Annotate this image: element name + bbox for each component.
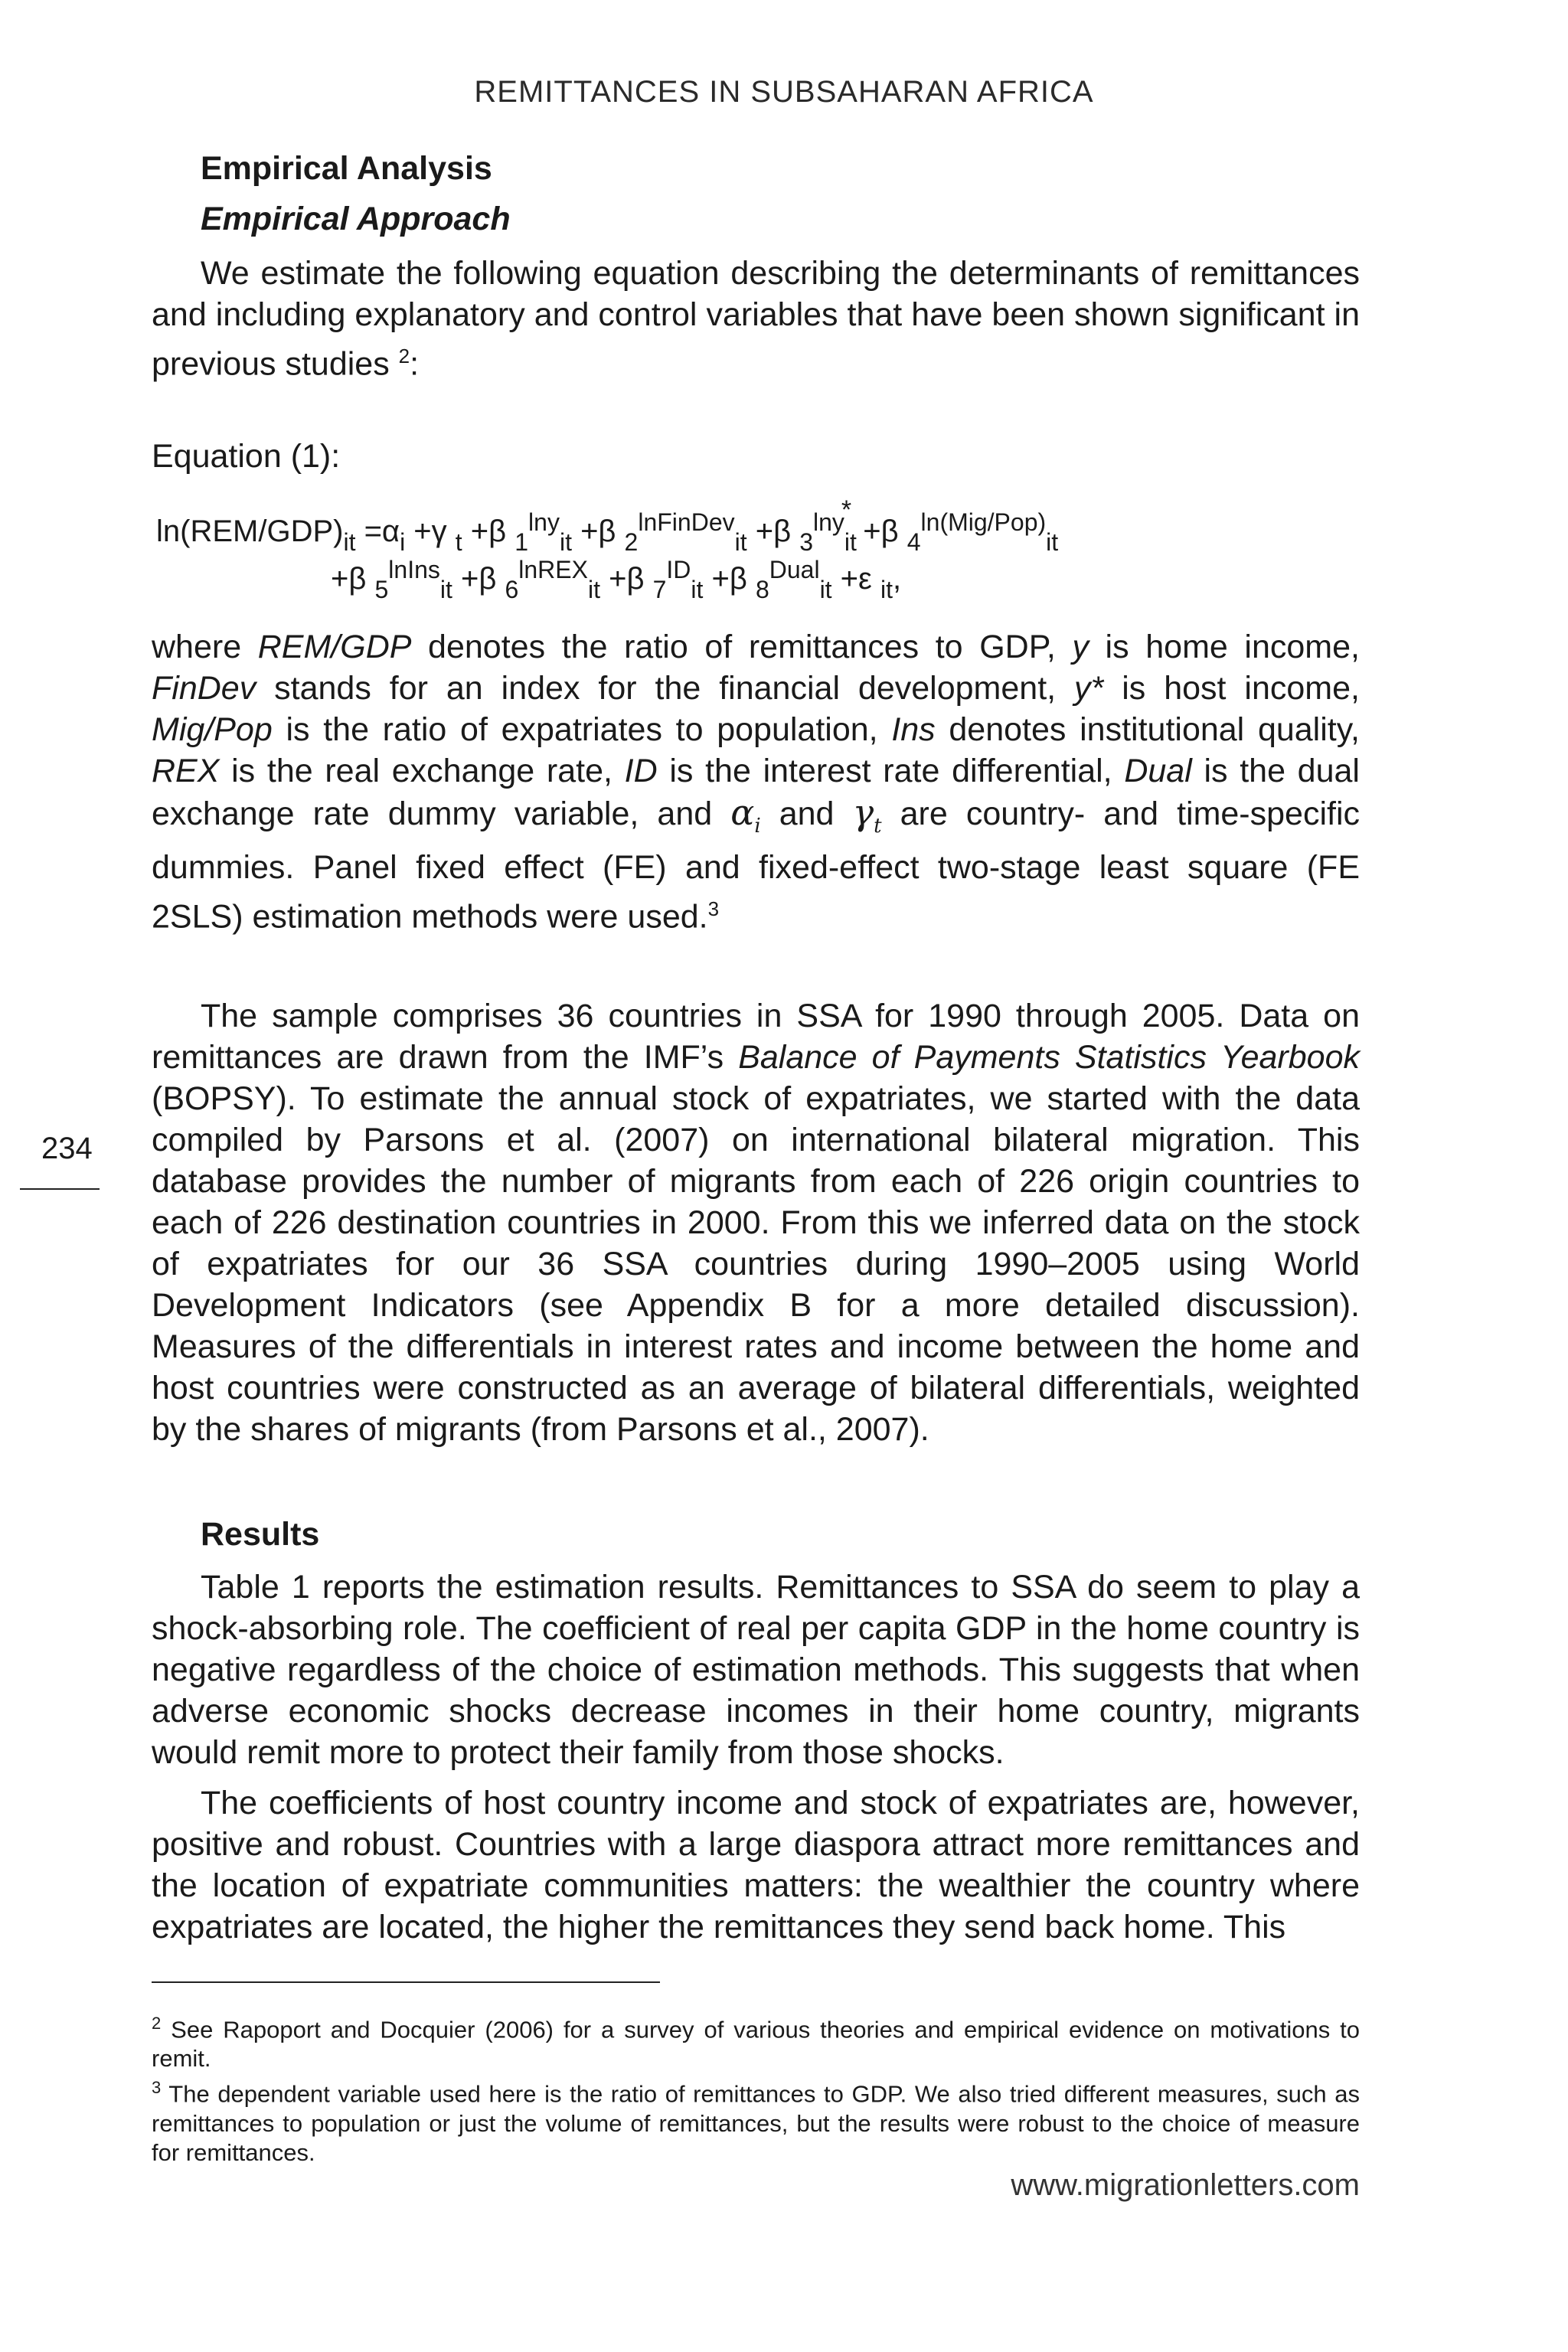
equation-line-1: $\ln(REM/GDP)_{it} =\alpha_i +\gamma$ $_t$ +β $_1^{lny}_{it}$ +β $_2^{lnFinDev}_{it}$ +β $_3^{lny}_{it}$* +β $_4^{ln(Mig/Pop)}_{it}$ bbox=[156, 495, 1059, 556]
footnote-3: $^3$ The dependent variable used here is the ratio of remittances to GDP. We also tried different measures, such as remittances to population or just the volume of remittances, but the results were robust to the choice of measure for remittances. bbox=[152, 2078, 1360, 2166]
equation-label: Equation (1): bbox=[152, 438, 341, 475]
footnote-ref-3[interactable]: 3 bbox=[707, 897, 720, 921]
gamma-symbol: $\gamma_t$ bbox=[852, 792, 882, 838]
results-paragraph-1: Table 1 reports the estimation results. Remittances to SSA do seem to play a shock-absorbing role. The coefficient of real per capita GDP in the home country is negative regardless of the choice of estimation methods. This suggests that when adverse economic shocks decrease incomes in their home country, migrants would remit more to protect their family from those shocks. bbox=[152, 1569, 1360, 1771]
page-number-rule bbox=[20, 1188, 100, 1190]
footnote-2: $^2$ See Rapoport and Docquier (2006) for a survey of various theories and empirical evidence on motivations to remit. bbox=[152, 2014, 1360, 2073]
footnote-separator bbox=[152, 1981, 660, 1983]
results-heading: Results bbox=[201, 1516, 320, 1553]
footer-url[interactable]: www.migrationletters.com bbox=[1011, 2168, 1360, 2202]
results-paragraph-2: The coefficients of host country income and stock of expatriates are, however, positive and robust. Countries with a large diaspora attract more remittances and the location of expatriate communities matters: the wealthier the country where expatriates are located, the higher the remittances they send back home. This bbox=[152, 1785, 1360, 1945]
host-income-star: * bbox=[841, 495, 852, 524]
alpha-symbol: $\alpha_i$ bbox=[730, 792, 761, 838]
intro-paragraph: We estimate the following equation describing the determinants of remittances and including explanatory and control variables that have been shown significant in previous studies $^2$: bbox=[152, 255, 1360, 383]
equation-line-2: +β $_5^{lnIns}_{it}$ +β $_6^{lnREX}_{it}$ +β $_7^{ID}_{it}$ +β $_8^{Dual}_{it}$ +ε $_{it}$, bbox=[331, 556, 902, 603]
page-number: 234 bbox=[41, 1132, 93, 1165]
subsection-heading: Empirical Approach bbox=[201, 201, 511, 237]
results-body bbox=[152, 1566, 1360, 1948]
footnotes bbox=[152, 2009, 1360, 2167]
footnote-ref-2[interactable]: 2 bbox=[398, 345, 410, 368]
section-heading: Empirical Analysis bbox=[201, 150, 492, 187]
definitions-paragraph: where REM/GDP denotes the ratio of remittances to GDP, y is home income, FinDev stands for an index for the financial development, y* is host income, Mig/Pop is the ratio of expatriates to population, Ins denotes institutional quality, REX is the real exchange rate, ID is the interest rate differential, Dual is the dual exchange rate dummy variable, and $\alpha_i$ and $\gamma_t$ are country- and time-specific dummies. Panel fixed effect (FE) and fixed-effect two-stage least square (FE 2SLS) estimation methods were used.$^3$ bbox=[152, 629, 1360, 936]
sample-paragraph: The sample comprises 36 countries in SSA for 1990 through 2005. Data on remittances are drawn from the IMF’s Balance of Payments Statistics Yearbook (BOPSY). To estimate the annual stock of expatriates, we started with the data compiled by Parsons et al. (2007) on international bilateral migration. This database provides the number of migrants from each of 226 origin countries to each of 226 destination countries in 2000. From this we inferred data on the stock of expatriates for our 36 SSA countries during 1990–2005 using World Development Indicators (see Appendix B for a more detailed discussion). Measures of the differentials in interest rates and income between the home and host countries were constructed as an average of bilateral differentials, weighted by the shares of migrants (from Parsons et al., 2007). bbox=[152, 998, 1360, 1448]
running-header: REMITTANCES IN SUBSAHARAN AFRICA bbox=[474, 75, 1094, 109]
